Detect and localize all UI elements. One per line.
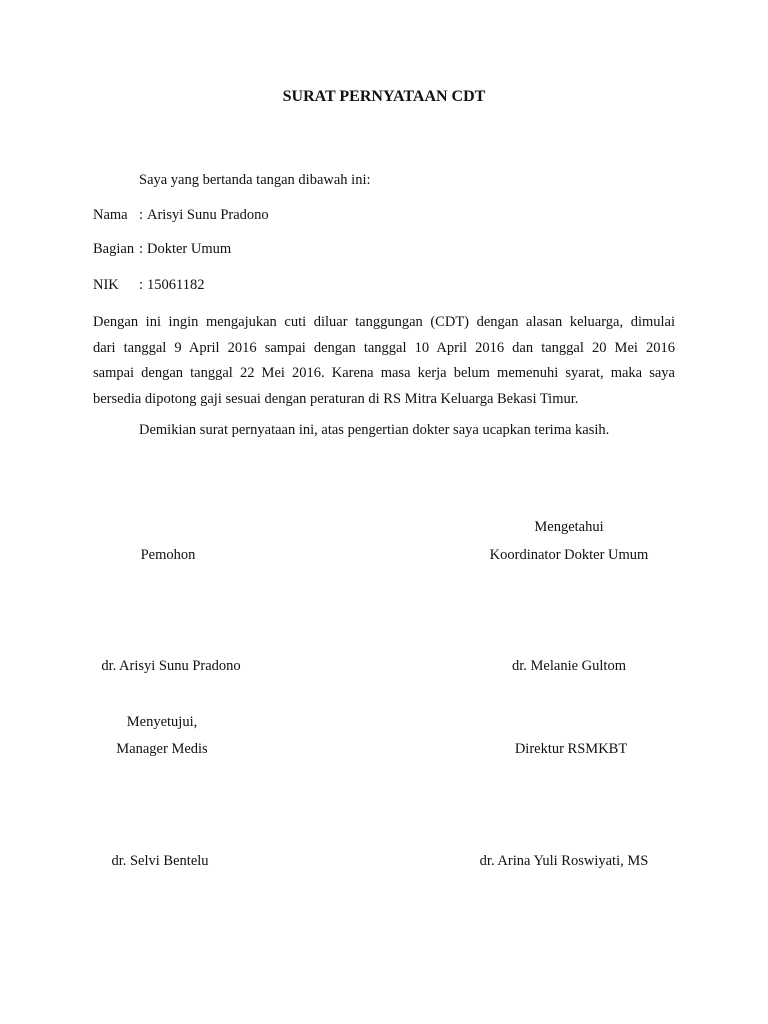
field-value-nama: Arisyi Sunu Pradono <box>147 207 269 223</box>
intro-text: Saya yang bertanda tangan dibawah ini: <box>139 172 371 188</box>
pemohon-name: dr. Arisyi Sunu Pradono <box>101 658 241 674</box>
menyetujui-label: Menyetujui, <box>126 714 198 730</box>
manager-role: Manager Medis <box>116 741 208 757</box>
koordinator-name: dr. Melanie Gultom <box>512 658 626 674</box>
manager-name: dr. Selvi Bentelu <box>111 853 209 869</box>
body-line: dari tanggal 9 April 2016 sampai dengan tanggal 10 April 2016 dan tanggal 20 Mei 2016 <box>93 339 675 356</box>
field-value-nik: 15061182 <box>147 277 205 293</box>
field-value-bagian: Dokter Umum <box>147 241 232 257</box>
direktur-name: dr. Arina Yuli Roswiyati, MS <box>479 853 649 869</box>
field-label-nama: Nama <box>93 207 128 223</box>
direktur-role: Direktur RSMKBT <box>514 741 628 757</box>
koordinator-role: Koordinator Dokter Umum <box>489 547 649 563</box>
document-title: SURAT PERNYATAAN CDT <box>282 88 486 105</box>
field-label-bagian: Bagian <box>93 241 135 257</box>
body-line: bersedia dipotong gaji sesuai dengan peraturan di RS Mitra Keluarga Bekasi Timur. <box>93 390 579 407</box>
mengetahui-label: Mengetahui <box>534 519 604 535</box>
field-label-nik: NIK <box>93 277 119 293</box>
pemohon-role: Pemohon <box>140 547 196 563</box>
body-line: sampai dengan tanggal 22 Mei 2016. Karena masa kerja belum memenuhi syarat, maka saya <box>93 365 675 381</box>
body-paragraph <box>93 310 675 412</box>
field-separator: : <box>139 241 144 257</box>
field-separator: : <box>139 277 144 293</box>
body-line: Dengan ini ingin mengajukan cuti diluar tanggungan (CDT) dengan alasan keluarga, dimulai <box>93 314 675 330</box>
closing-text: Demikian surat pernyataan ini, atas pengertian dokter saya ucapkan terima kasih. <box>139 422 610 438</box>
field-separator: : <box>139 207 144 223</box>
